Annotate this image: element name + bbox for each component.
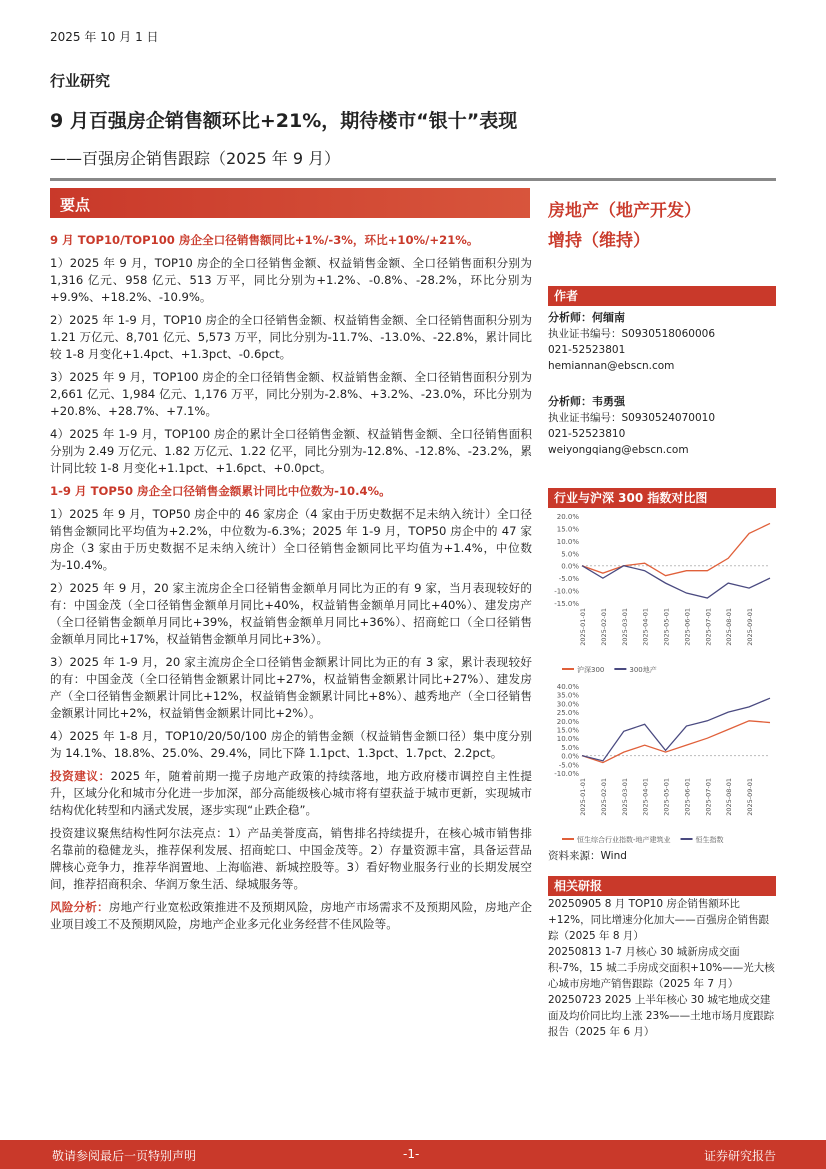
y-tick-label: -5.0%	[558, 761, 579, 770]
y-tick-label: 0.0%	[561, 562, 579, 571]
legend-label: 恒生综合行业指数-地产建筑业	[577, 836, 671, 844]
sector: 房地产（地产开发）	[548, 201, 701, 221]
risk-text: 房地产行业宽松政策推进不及预期风险，房地产市场需求不及预期风险，房地产企业项目竣工不及预期风险，房地产企业多元化业务经营不佳风险等。	[50, 900, 532, 931]
y-tick-label: 10.0%	[556, 537, 579, 546]
analyst-phone: 021-52523810	[548, 428, 626, 440]
analyst-email[interactable]: hemiannan@ebscn.com	[548, 360, 675, 372]
x-tick-label: 2025-05-01	[662, 778, 671, 816]
investment-advice-2: 投资建议聚焦结构性阿尔法亮点：1）产品美誉度高，销售排名持续提升，在核心城市销售排名靠前的稳健龙头，推荐保利发展、招商蛇口、中国金茂等。2）存量资源丰富，具备运营品牌核心竞争力，推荐华润置地、上海临港、新城控股等。3）看好物业服务行业的长期发展空间，推荐招商积余、华润万象生活、绿城服务等。	[50, 826, 532, 891]
y-tick-label: 20.0%	[556, 717, 579, 726]
report-date: 2025 年 10 月 1 日	[50, 30, 159, 44]
analyst-email[interactable]: weiyongqiang@ebscn.com	[548, 444, 689, 456]
paragraph: 4）2025 年 1-9 月，TOP100 房企的累计全口径销售金额、权益销售金额、全口径销售面积分别为 2.49 万亿元、1.82 万亿元、1.22 亿平，同比分别为-12.8%、-12.8%、-23.2%，累计同比较 1-8 月变化+1.1pct、+1.6pct、+0.0pct。	[50, 427, 532, 475]
paragraph: 2）2025 年 1-9 月，TOP10 房企的全口径销售金额、权益销售金额、全口径销售面积分别为 1.21 万亿元、8,701 亿元、5,573 万平，同比分别为-11.7%、-13.0%、-22.8%，累计同比较 1-8 月变化+1.4pct、+1.3pct、-0.6pct。	[50, 313, 532, 361]
analyst-name: 分析师：何缅南	[548, 311, 625, 324]
chart-hangseng-vs-property	[548, 678, 776, 848]
x-tick-label: 2025-06-01	[683, 608, 692, 646]
analyst-cert: 执业证书编号：S0930518060006	[548, 328, 716, 340]
x-tick-label: 2025-04-01	[641, 608, 650, 646]
y-tick-label: 5.0%	[561, 743, 579, 752]
paragraph: 1）2025 年 9 月，TOP50 房企中的 46 家房企（4 家由于历史数据不足未纳入统计）全口径销售金额同比平均值为+2.2%，中位数为-6.3%；2025 年 1-9 月，TOP50 房企中的 47 家房企（3 家由于历史数据不足未纳入统计）全口径销售金额同比平均值为+1.4%，中位数为-10.4%。	[50, 507, 532, 572]
x-tick-label: 2025-01-01	[579, 608, 587, 646]
analyst-phone: 021-52523801	[548, 344, 626, 356]
paragraph: 2）2025 年 9 月，20 家主流房企全口径销售金额单月同比为正的有 9 家，当月表现较好的有：中国金茂（全口径销售金额单月同比+40%，权益销售金额单月同比+40%）、建发房产（全口径销售金额单月同比+39%，权益销售金额单月同比+36%）、招商蛇口（全口径销售金额单月同比+17%，权益销售金额单月同比+3%）。	[50, 581, 532, 646]
sidebar	[548, 196, 776, 1040]
investment-label: 投资建议：	[50, 769, 111, 783]
page-number: -1-	[403, 1147, 420, 1161]
legend-label: 300地产	[629, 666, 657, 674]
related-item[interactable]: 20250905 8 月 TOP10 房企销售额环比+12%，同比增速分化加大——百强房企销售跟踪（2025 年 8 月）	[548, 898, 770, 942]
series-line-0	[582, 523, 770, 575]
report-subtitle: ——百强房企销售跟踪（2025 年 9 月）	[50, 149, 341, 168]
x-tick-label: 2025-08-01	[725, 608, 734, 646]
analyst-2	[548, 394, 776, 458]
y-tick-label: 15.0%	[556, 525, 579, 534]
highlight-2: 1-9 月 TOP50 房企全口径销售金额累计同比中位数为-10.4%。	[50, 484, 391, 498]
y-tick-label: 25.0%	[556, 709, 579, 718]
x-tick-label: 2025-01-01	[579, 778, 587, 816]
y-tick-label: -10.0%	[554, 587, 579, 596]
y-tick-label: 30.0%	[556, 700, 579, 709]
author-header: 作者	[548, 286, 776, 306]
highlight-1: 9 月 TOP10/TOP100 房企全口径销售额同比+1%/-3%，环比+10%/+21%。	[50, 233, 479, 247]
x-tick-label: 2025-04-01	[641, 778, 650, 816]
report-title: 9 月百强房企销售额环比+21%，期待楼市“银十”表现	[50, 110, 518, 132]
key-points-body	[50, 232, 532, 939]
key-points-header: 要点	[50, 188, 530, 218]
y-tick-label: -15.0%	[554, 600, 579, 608]
report-type: 行业研究	[50, 72, 111, 90]
rating: 增持（维持）	[548, 231, 650, 251]
related-item[interactable]: 20250813 1-7 月核心 30 城新房成交面积-7%，15 城二手房成交面积+10%——光大核心城市房地产销售跟踪（2025 年 7 月）	[548, 946, 775, 990]
divider	[50, 178, 776, 181]
data-source: 资料来源：Wind	[548, 850, 627, 862]
legend-label: 恒生指数	[695, 836, 724, 844]
x-tick-label: 2025-06-01	[683, 778, 692, 816]
chart-header: 行业与沪深 300 指数对比图	[548, 488, 776, 508]
chart-hs300-vs-property	[548, 508, 776, 678]
y-tick-label: -10.0%	[554, 770, 579, 778]
x-tick-label: 2025-09-01	[746, 608, 755, 646]
x-tick-label: 2025-07-01	[704, 608, 713, 646]
series-line-1	[582, 698, 770, 761]
paragraph: 1）2025 年 9 月，TOP10 房企的全口径销售金额、权益销售金额、全口径销售面积分别为 1,316 亿元、958 亿元、513 万平，同比分别为+1.2%、-0.8%、-28.2%，环比分别为+9.9%、+18.2%、-10.9%。	[50, 256, 532, 304]
paragraph: 3）2025 年 9 月，TOP100 房企的全口径销售金额、权益销售金额、全口径销售面积分别为 2,661 亿元、1,984 亿元、1,176 万平，同比分别为-2.8%、+3.2%、-23.0%，环比分别为+20.8%、+28.7%、+7.1%。	[50, 370, 532, 418]
x-tick-label: 2025-02-01	[599, 608, 608, 646]
x-tick-label: 2025-03-01	[620, 608, 629, 646]
paragraph: 4）2025 年 1-8 月，TOP10/20/50/100 房企的销售金额（权益销售金额口径）集中度分别为 14.1%、18.8%、25.0%、29.4%，同比下降 1.1pct、1.3pct、1.7pct、2.2pct。	[50, 729, 532, 760]
x-tick-label: 2025-09-01	[746, 778, 755, 816]
legend-label: 沪深300	[577, 666, 605, 674]
x-tick-label: 2025-07-01	[704, 778, 713, 816]
footer	[0, 1140, 826, 1169]
paragraph: 3）2025 年 1-9 月，20 家主流房企全口径销售金额累计同比为正的有 3 家，累计表现较好的有：中国金茂（全口径销售金额累计同比+27%，权益销售金额累计同比+27%）、建发房产（全口径销售金额累计同比+12%，权益销售金额累计同比+8%）、越秀地产（全口径销售金额累计同比+2%，权益销售金额累计同比+2%）。	[50, 655, 532, 720]
investment-text: 2025 年，随着前期一揽子房地产政策的持续落地，地方政府楼市调控自主性提升，区域分化和城市分化进一步加深，部分高能级核心城市将有望获益于城市更新，实现城市结构优化转型和内涵式发展，逐步实现“止跌企稳”。	[50, 769, 532, 817]
y-tick-label: 40.0%	[556, 683, 579, 691]
y-tick-label: 10.0%	[556, 735, 579, 744]
y-tick-label: 0.0%	[561, 752, 579, 761]
y-tick-label: 35.0%	[556, 691, 579, 700]
series-line-0	[582, 721, 770, 763]
y-tick-label: -5.0%	[558, 575, 579, 584]
analyst-1	[548, 310, 776, 374]
risk-analysis	[50, 899, 532, 933]
x-tick-label: 2025-08-01	[725, 778, 734, 816]
x-tick-label: 2025-02-01	[599, 778, 608, 816]
related-header: 相关研报	[548, 876, 776, 896]
investment-advice	[50, 768, 532, 819]
y-tick-label: 15.0%	[556, 726, 579, 735]
footer-label: 证券研究报告	[703, 1149, 776, 1163]
y-tick-label: 20.0%	[556, 513, 579, 521]
x-tick-label: 2025-05-01	[662, 608, 671, 646]
x-tick-label: 2025-03-01	[620, 778, 629, 816]
related-item[interactable]: 20250723 2025 上半年核心 30 城宅地成交建面及均价同比均上涨 23%——土地市场月度跟踪报告（2025 年 6 月）	[548, 994, 775, 1038]
analyst-name: 分析师：韦勇强	[548, 395, 625, 408]
y-tick-label: 5.0%	[561, 550, 579, 559]
footer-disclaimer: 敬请参阅最后一页特别声明	[52, 1149, 197, 1163]
risk-label: 风险分析：	[50, 900, 109, 914]
analyst-cert: 执业证书编号：S0930524070010	[548, 412, 716, 424]
